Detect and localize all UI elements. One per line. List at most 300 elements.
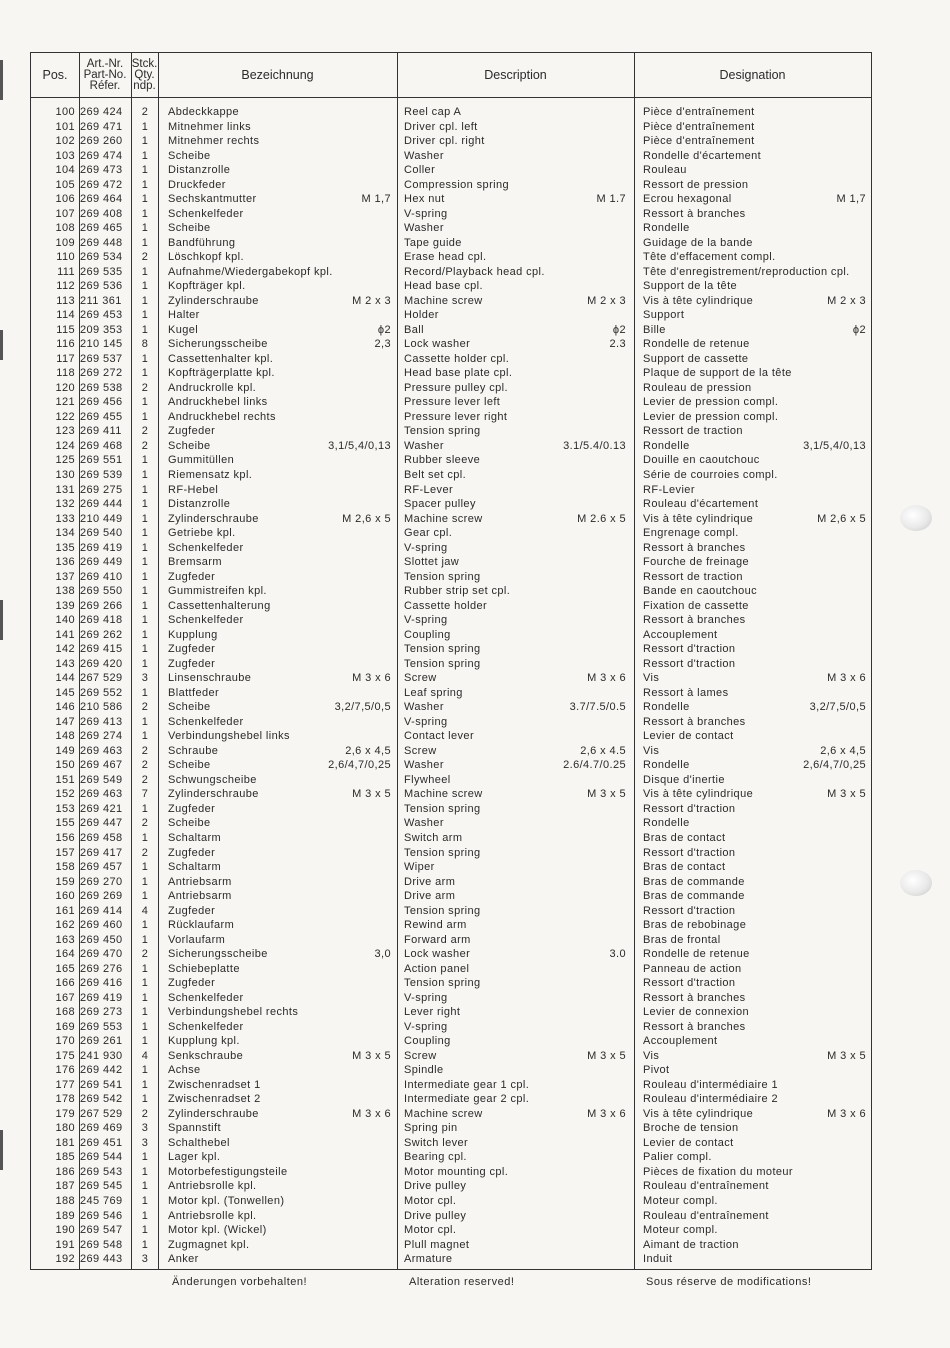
row-description: Tension spring — [404, 846, 481, 859]
scan-edge-mark — [0, 1130, 3, 1170]
table-row — [31, 628, 871, 643]
row-bezeichnung: Antriebsrolle kpl. — [168, 1209, 257, 1222]
row-part-number: 269 537 — [80, 352, 123, 365]
row-bezeichnung: Schalthebel — [168, 1136, 230, 1149]
row-quantity: 1 — [141, 1238, 149, 1251]
row-part-number: 269 551 — [80, 454, 123, 467]
row-designation: Rondelle — [643, 439, 690, 452]
row-bezeichnung: Kugel — [168, 323, 199, 336]
row-part-number: 269 550 — [80, 585, 123, 598]
row-quantity: 3 — [141, 1136, 149, 1149]
table-row — [31, 962, 871, 977]
row-designation: Bras de frontal — [643, 933, 721, 946]
table-row — [31, 1005, 871, 1020]
row-bezeichnung: Scheibe — [168, 701, 211, 714]
row-pos: 124 — [55, 439, 75, 452]
row-designation: Fourche de freinage — [643, 556, 750, 569]
row-quantity: 1 — [141, 1035, 149, 1048]
table-row — [31, 308, 871, 323]
row-bezeichnung: Schiebeplatte — [168, 962, 240, 975]
row-designation: Rondelle de retenue — [643, 948, 750, 961]
table-row — [31, 105, 871, 120]
row-pos: 130 — [55, 469, 75, 481]
row-designation: Ressort d'traction — [643, 977, 736, 990]
row-part-number: 269 460 — [80, 919, 123, 932]
row-pos: 191 — [55, 1238, 75, 1251]
table-row — [31, 555, 871, 570]
row-designation: Panneau de action — [643, 962, 742, 975]
row-bezeichnung-size: M 3 x 5 — [352, 788, 391, 801]
row-part-number: 269 260 — [80, 135, 123, 148]
table-row — [31, 613, 871, 628]
row-pos: 159 — [55, 875, 75, 888]
row-designation-size: 3,1/5,4/0,13 — [803, 439, 866, 452]
row-part-number: 269 442 — [80, 1064, 123, 1077]
row-bezeichnung: Kupplung kpl. — [168, 1035, 240, 1048]
row-quantity: 1 — [141, 570, 149, 583]
row-designation: Levier de pression compl. — [643, 396, 779, 409]
row-pos: 186 — [55, 1165, 75, 1178]
row-bezeichnung: Schenkelfeder — [168, 1020, 244, 1033]
row-designation: Ressort à branches — [643, 1020, 746, 1033]
row-description: Motor cpl. — [404, 1224, 457, 1237]
row-quantity: 1 — [141, 1020, 149, 1033]
row-bezeichnung-size: M 3 x 6 — [352, 672, 391, 685]
row-pos: 162 — [55, 919, 75, 932]
row-bezeichnung: Kopfträgerplatte kpl. — [168, 367, 275, 380]
row-bezeichnung-size: M 3 x 5 — [352, 1049, 391, 1062]
row-description: Screw — [404, 744, 437, 757]
row-designation: Disque d'inertie — [643, 773, 725, 786]
table-row — [31, 265, 871, 280]
table-row — [31, 410, 871, 425]
row-description: Lock washer — [404, 338, 471, 351]
header-pos: Pos. — [42, 68, 68, 82]
table-row — [31, 541, 871, 556]
row-pos: 178 — [55, 1093, 75, 1106]
row-pos: 108 — [55, 222, 75, 235]
row-designation: Moteur compl. — [643, 1195, 718, 1207]
row-description: Belt set cpl. — [404, 469, 467, 481]
row-pos: 142 — [55, 643, 75, 656]
row-part-number: 269 539 — [80, 469, 123, 481]
row-bezeichnung: Cassettenhalter kpl. — [168, 352, 274, 365]
row-bezeichnung: Schraube — [168, 744, 219, 757]
table-row — [31, 1136, 871, 1151]
row-bezeichnung: Scheibe — [168, 439, 211, 452]
row-pos: 103 — [55, 149, 75, 162]
row-bezeichnung: Motor kpl. (Tonwellen) — [168, 1195, 285, 1207]
row-quantity: 3 — [141, 672, 149, 685]
row-designation: Rondelle d'écartement — [643, 149, 762, 162]
row-description: Machine screw — [404, 294, 483, 307]
row-part-number: 269 474 — [80, 149, 123, 162]
row-bezeichnung: Bandführung — [168, 236, 236, 249]
row-bezeichnung: Aufnahme/Wiedergabekopf kpl. — [168, 265, 333, 278]
table-row — [31, 1179, 871, 1194]
table-row — [31, 279, 871, 294]
table-row — [31, 816, 871, 831]
row-description: Washer — [404, 701, 444, 714]
row-bezeichnung: Achse — [168, 1064, 201, 1077]
row-bezeichnung: Sicherungsscheibe — [168, 948, 268, 961]
row-description: Drive arm — [404, 890, 456, 903]
row-description: Driver cpl. left — [404, 120, 478, 133]
row-quantity: 1 — [141, 890, 149, 903]
row-description: Head base plate cpl. — [404, 367, 513, 380]
row-bezeichnung: Senkschraube — [168, 1049, 244, 1062]
row-description: Washer — [404, 817, 444, 830]
row-pos: 135 — [55, 541, 75, 554]
row-quantity: 1 — [141, 512, 149, 525]
table-row — [31, 1063, 871, 1078]
row-designation: Bras de commande — [643, 890, 745, 903]
row-designation: Vis — [643, 744, 660, 757]
row-designation-size: M 2,6 x 5 — [817, 512, 866, 525]
row-bezeichnung: Schenkelfeder — [168, 614, 244, 627]
row-bezeichnung: Scheibe — [168, 149, 211, 162]
row-description: Pressure lever left — [404, 396, 501, 409]
row-description: Drive arm — [404, 875, 456, 888]
row-designation: Vis à tête cylindrique — [643, 294, 754, 307]
row-description: Screw — [404, 672, 437, 685]
row-bezeichnung: Bremsarm — [168, 556, 222, 569]
row-designation: Ressort d'traction — [643, 904, 736, 917]
row-description: Screw — [404, 1049, 437, 1062]
row-pos: 110 — [56, 251, 75, 264]
row-quantity: 2 — [141, 948, 149, 961]
row-quantity: 2 — [141, 701, 149, 714]
row-bezeichnung: Antriebsrolle kpl. — [168, 1180, 257, 1193]
row-quantity: 1 — [141, 527, 149, 540]
row-description: Tension spring — [404, 904, 481, 917]
row-part-number: 269 456 — [80, 396, 123, 409]
row-bezeichnung-size: M 1,7 — [361, 193, 391, 206]
row-part-number: 269 543 — [80, 1165, 123, 1178]
row-description: Head base cpl. — [404, 280, 483, 293]
row-quantity: 1 — [141, 294, 149, 307]
row-quantity: 1 — [141, 120, 149, 133]
row-part-number: 269 468 — [80, 439, 123, 452]
row-designation-size: ϕ2 — [852, 323, 866, 336]
row-pos: 165 — [55, 962, 75, 975]
row-part-number: 269 471 — [80, 120, 123, 133]
table-row — [31, 526, 871, 541]
row-bezeichnung: Antriebsarm — [168, 875, 232, 888]
row-description: Washer — [404, 222, 444, 235]
row-pos: 132 — [55, 498, 75, 511]
row-part-number: 269 275 — [80, 483, 123, 496]
row-pos: 114 — [56, 309, 75, 322]
row-bezeichnung: Verbindungshebel rechts — [168, 1006, 299, 1019]
row-pos: 133 — [55, 512, 75, 525]
row-part-number: 269 453 — [80, 309, 123, 322]
row-quantity: 2 — [141, 439, 149, 452]
row-bezeichnung: Distanzrolle — [168, 498, 231, 511]
row-part-number: 269 544 — [80, 1151, 123, 1164]
row-bezeichnung: Zugfeder — [168, 846, 216, 859]
row-designation: Levier de pression compl. — [643, 410, 779, 423]
row-description-size: 3.1/5.4/0.13 — [563, 439, 626, 452]
row-description: Tension spring — [404, 570, 481, 583]
table-row — [31, 773, 871, 788]
table-row — [31, 395, 871, 410]
row-description: Flywheel — [404, 773, 451, 786]
row-designation: Bras de rebobinage — [643, 919, 747, 932]
row-part-number: 269 448 — [80, 236, 123, 249]
row-quantity: 1 — [141, 628, 149, 641]
header-art-line: Réfer. — [89, 79, 121, 92]
row-bezeichnung: Spannstift — [168, 1122, 221, 1135]
table-row — [31, 352, 871, 367]
row-bezeichnung-size: ϕ2 — [377, 323, 391, 336]
table-row — [31, 1252, 871, 1267]
table-row — [31, 149, 871, 164]
row-description: Washer — [404, 149, 444, 162]
row-part-number: 269 458 — [80, 832, 123, 844]
row-bezeichnung: Zylinderschraube — [168, 1107, 259, 1120]
row-designation: Ressort d'traction — [643, 643, 736, 656]
table-row — [31, 918, 871, 933]
row-quantity: 2 — [141, 846, 149, 859]
row-bezeichnung: Scheibe — [168, 817, 211, 830]
table-row — [31, 468, 871, 483]
row-part-number: 269 410 — [80, 570, 123, 583]
row-pos: 109 — [55, 236, 75, 249]
row-description: Action panel — [404, 962, 470, 975]
row-designation: Pièce d'entraînement — [643, 135, 755, 148]
row-description: V-spring — [404, 991, 448, 1004]
row-pos: 181 — [55, 1136, 75, 1149]
row-part-number: 269 451 — [80, 1136, 123, 1149]
row-designation: Pivot — [643, 1064, 670, 1077]
row-bezeichnung-size: M 3 x 6 — [352, 1107, 391, 1120]
row-bezeichnung: Zugfeder — [168, 570, 216, 583]
row-designation: Levier de contact — [643, 730, 734, 743]
row-part-number: 269 469 — [80, 1122, 123, 1135]
row-designation: Broche de tension — [643, 1122, 739, 1135]
row-pos: 141 — [55, 628, 75, 641]
row-quantity: 1 — [141, 280, 149, 293]
row-description: Intermediate gear 1 cpl. — [404, 1078, 530, 1091]
row-description: Armature — [404, 1253, 453, 1266]
row-part-number: 269 419 — [80, 991, 123, 1004]
row-quantity: 1 — [141, 236, 149, 249]
row-quantity: 8 — [141, 338, 149, 351]
row-designation: Pièce d'entraînement — [643, 120, 755, 133]
row-pos: 105 — [55, 178, 75, 191]
row-pos: 180 — [55, 1122, 75, 1135]
row-designation: Accouplement — [643, 628, 718, 641]
row-pos: 185 — [55, 1151, 75, 1164]
row-designation-size: M 3 x 6 — [827, 1107, 866, 1120]
row-description: Forward arm — [404, 933, 471, 946]
row-part-number: 269 534 — [80, 251, 123, 264]
row-quantity: 1 — [141, 919, 149, 932]
row-quantity: 1 — [141, 861, 149, 874]
table-row — [31, 570, 871, 585]
row-bezeichnung: Zugfeder — [168, 802, 216, 815]
row-bezeichnung: RF-Hebel — [168, 483, 219, 496]
table-row — [31, 846, 871, 861]
row-description: Tension spring — [404, 425, 481, 438]
table-row — [31, 642, 871, 657]
row-pos: 118 — [56, 367, 75, 380]
row-designation: Douille en caoutchouc — [643, 454, 760, 467]
row-designation: Support — [643, 309, 685, 322]
row-part-number: 269 416 — [80, 977, 123, 990]
row-designation: Rondelle — [643, 701, 690, 714]
table-row — [31, 1078, 871, 1093]
row-bezeichnung: Antriebsarm — [168, 890, 232, 903]
row-description: Motor cpl. — [404, 1195, 457, 1207]
row-part-number: 269 542 — [80, 1093, 123, 1106]
row-designation: Fixation de cassette — [643, 599, 749, 612]
row-part-number: 269 421 — [80, 802, 123, 815]
row-pos: 113 — [56, 294, 75, 307]
row-bezeichnung: Abdeckkappe — [168, 106, 240, 118]
table-row — [31, 497, 871, 512]
table-row — [31, 1150, 871, 1165]
row-part-number: 269 538 — [80, 381, 123, 394]
row-description: Lever right — [404, 1006, 461, 1019]
row-designation: Rouleau — [643, 164, 687, 177]
row-pos: 153 — [55, 802, 75, 815]
row-bezeichnung-size: 3,1/5,4/0,13 — [328, 439, 391, 452]
table-row — [31, 933, 871, 948]
row-designation-size: M 1,7 — [836, 193, 866, 206]
row-quantity: 1 — [141, 498, 149, 511]
row-bezeichnung-size: 3,2/7,5/0,5 — [334, 701, 391, 714]
punch-hole — [900, 870, 932, 896]
row-quantity: 1 — [141, 541, 149, 554]
header-designation: Designation — [719, 68, 786, 82]
row-part-number: 269 472 — [80, 178, 123, 191]
row-description: Machine screw — [404, 512, 483, 525]
row-description: Reel cap A — [404, 106, 462, 118]
scan-edge-mark — [0, 600, 3, 640]
row-part-number: 269 548 — [80, 1238, 123, 1251]
table-row — [31, 671, 871, 686]
row-description: Rewind arm — [404, 919, 467, 932]
row-bezeichnung: Sechskantmutter — [168, 193, 257, 206]
row-quantity: 1 — [141, 556, 149, 569]
row-bezeichnung: Zylinderschraube — [168, 788, 259, 801]
row-quantity: 1 — [141, 730, 149, 743]
table-row — [31, 1223, 871, 1238]
row-part-number: 269 463 — [80, 744, 123, 757]
row-bezeichnung: Schenkelfeder — [168, 715, 244, 728]
row-pos: 123 — [55, 425, 75, 438]
header-qty — [131, 53, 158, 97]
row-bezeichnung: Halter — [168, 309, 200, 322]
row-designation: Bras de commande — [643, 875, 745, 888]
row-quantity: 1 — [141, 802, 149, 815]
row-quantity: 1 — [141, 875, 149, 888]
row-description: Wiper — [404, 861, 435, 874]
row-bezeichnung: Scheibe — [168, 759, 211, 772]
row-designation-size: M 3 x 6 — [827, 672, 866, 685]
row-bezeichnung-size: 2,3 — [374, 338, 391, 351]
row-designation: Rouleau d'intermédiaire 1 — [643, 1078, 779, 1091]
row-designation-size: M 3 x 5 — [827, 1049, 866, 1062]
row-quantity: 2 — [141, 251, 149, 264]
row-pos: 156 — [55, 832, 75, 844]
row-description: Coupling — [404, 1035, 451, 1048]
row-description: Spacer pulley — [404, 498, 476, 511]
row-designation: Support de cassette — [643, 352, 749, 365]
row-bezeichnung: Cassettenhalterung — [168, 599, 271, 612]
row-quantity: 1 — [141, 222, 149, 235]
row-pos: 115 — [56, 323, 75, 336]
row-bezeichnung: Schaltarm — [168, 861, 222, 874]
row-part-number: 210 586 — [80, 701, 123, 714]
row-part-number: 269 414 — [80, 904, 123, 917]
row-quantity: 2 — [141, 759, 149, 772]
row-bezeichnung: Riemensatz kpl. — [168, 469, 253, 481]
row-designation: Rondelle — [643, 817, 690, 830]
table-row — [31, 163, 871, 178]
row-description: Motor mounting cpl. — [404, 1165, 509, 1178]
row-pos: 111 — [57, 265, 75, 278]
row-quantity: 1 — [141, 193, 149, 206]
row-pos: 121 — [55, 396, 75, 409]
row-designation: Bande en caoutchouc — [643, 585, 758, 598]
row-pos: 176 — [55, 1064, 75, 1077]
row-bezeichnung: Gummistreifen kpl. — [168, 585, 267, 598]
footer-note-en: Alteration reserved! — [409, 1276, 515, 1288]
row-pos: 116 — [56, 338, 75, 351]
table-row — [31, 686, 871, 701]
header-qty-line: ndp. — [133, 79, 156, 92]
row-description: Switch lever — [404, 1136, 469, 1149]
row-quantity: 2 — [141, 106, 149, 118]
table-row — [31, 120, 871, 135]
row-quantity: 2 — [141, 744, 149, 757]
header-qty-line: Qty. — [134, 68, 155, 81]
row-part-number: 269 552 — [80, 686, 123, 699]
row-description-size: 3.7/7.5/0.5 — [569, 701, 626, 714]
row-bezeichnung: Rücklaufarm — [168, 919, 235, 932]
row-description: Pressure lever right — [404, 410, 508, 423]
row-description: Lock washer — [404, 948, 471, 961]
row-pos: 152 — [55, 788, 75, 801]
row-part-number: 269 467 — [80, 759, 123, 772]
header-description: Description — [484, 68, 547, 82]
table-row — [31, 889, 871, 904]
row-part-number: 269 270 — [80, 875, 123, 888]
row-part-number: 269 549 — [80, 773, 123, 786]
row-pos: 122 — [55, 410, 75, 423]
row-part-number: 269 457 — [80, 861, 123, 874]
row-part-number: 269 266 — [80, 599, 123, 612]
table-row — [31, 323, 871, 338]
header-bezeichnung: Bezeichnung — [241, 68, 314, 82]
row-part-number: 269 417 — [80, 846, 123, 859]
table-row — [31, 700, 871, 715]
table-row — [31, 178, 871, 193]
row-designation: Ressort d'traction — [643, 846, 736, 859]
row-pos: 137 — [55, 570, 75, 583]
row-designation: Ressort à lames — [643, 686, 729, 699]
row-bezeichnung: Gummitüllen — [168, 454, 235, 467]
table-row — [31, 483, 871, 498]
row-part-number: 269 536 — [80, 280, 123, 293]
row-description-size: M 1.7 — [596, 193, 626, 206]
table-row — [31, 221, 871, 236]
table-row — [31, 512, 871, 527]
row-bezeichnung: Zwischenradset 1 — [168, 1078, 261, 1091]
